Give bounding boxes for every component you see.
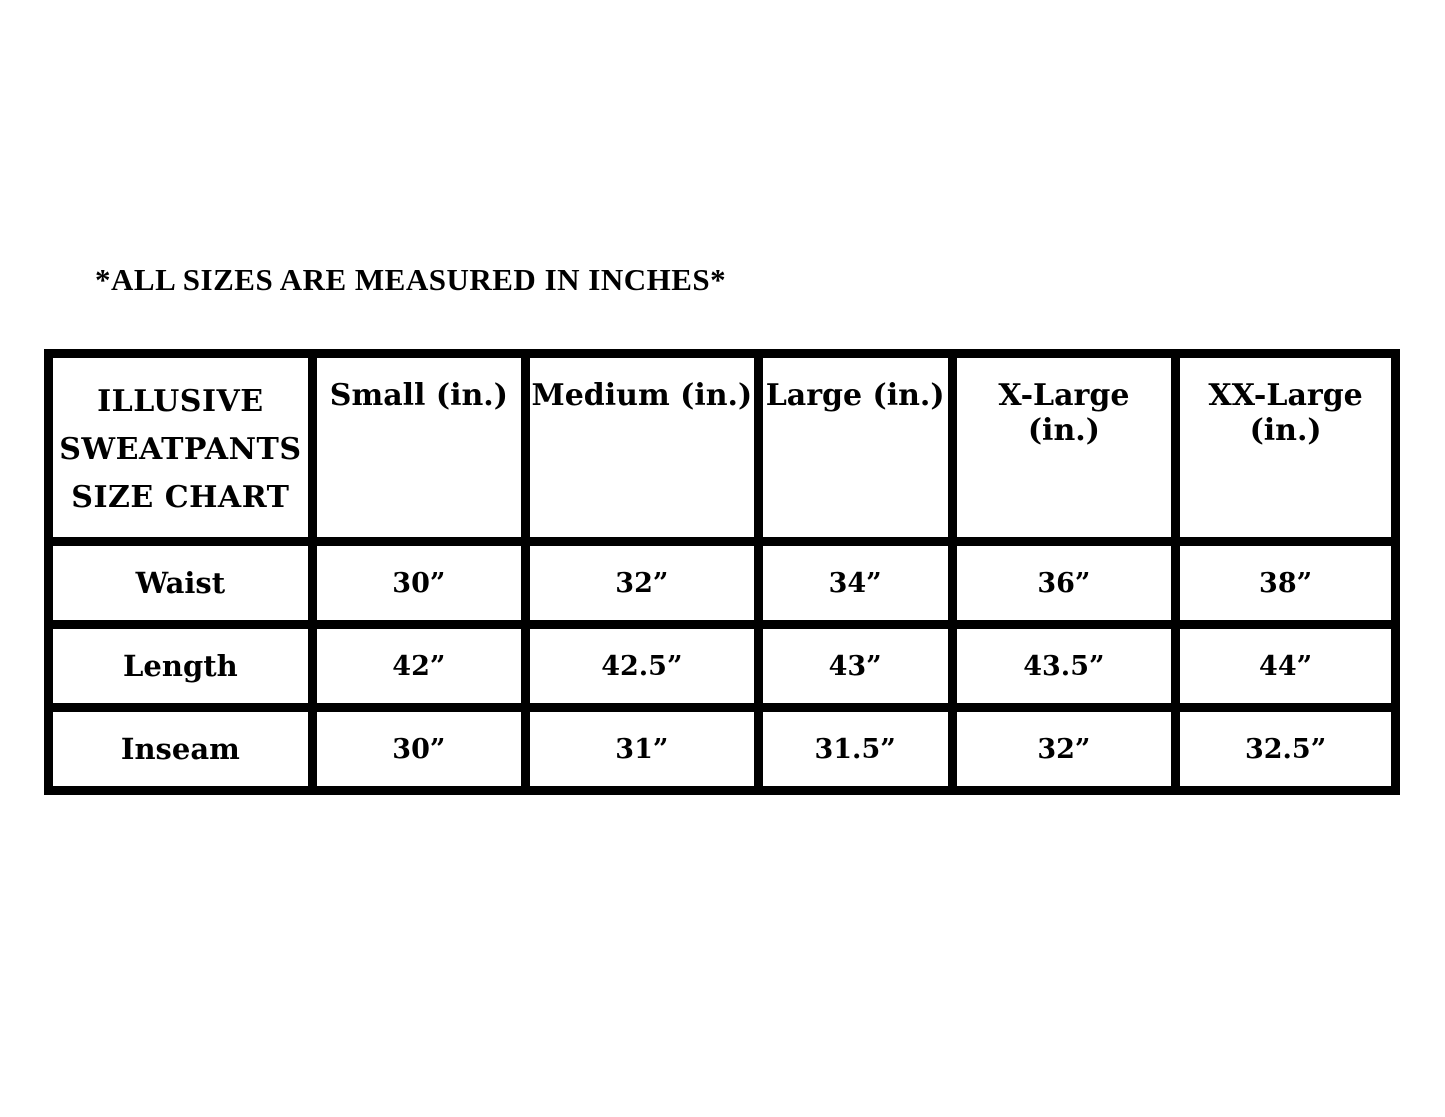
length-small-value: 42” xyxy=(317,629,521,703)
length-large-value: 43” xyxy=(763,629,948,703)
waist-xxlarge-value: 38” xyxy=(1180,546,1391,620)
table-title-line-1: ILLUSIVE xyxy=(97,384,264,419)
waist-small-value: 30” xyxy=(317,546,521,620)
length-medium-value: 42.5” xyxy=(530,629,754,703)
column-header-large: Large (in.) xyxy=(763,358,948,537)
table-row-waist xyxy=(53,546,1391,620)
waist-large-value: 34” xyxy=(763,546,948,620)
row-label-waist: Waist xyxy=(53,546,308,620)
table-row-length xyxy=(53,629,1391,703)
waist-xlarge-value: 36” xyxy=(957,546,1172,620)
size-chart-table xyxy=(44,349,1400,795)
row-label-length: Length xyxy=(53,629,308,703)
inseam-small-value: 30” xyxy=(317,712,521,786)
length-xxlarge-value: 44” xyxy=(1180,629,1391,703)
column-header-xlarge: X-Large (in.) xyxy=(957,358,1172,537)
sizes-measured-note: *ALL SIZES ARE MEASURED IN INCHES* xyxy=(95,262,727,297)
length-xlarge-value: 43.5” xyxy=(957,629,1172,703)
header-row xyxy=(53,358,1391,537)
table-title-line-3: SIZE CHART xyxy=(71,480,290,515)
inseam-large-value: 31.5” xyxy=(763,712,948,786)
table-title-line-2: SWEATPANTS xyxy=(59,432,302,467)
inseam-xlarge-value: 32” xyxy=(957,712,1172,786)
table-row-inseam xyxy=(53,712,1391,786)
table-title-cell xyxy=(53,358,308,537)
inseam-medium-value: 31” xyxy=(530,712,754,786)
inseam-xxlarge-value: 32.5” xyxy=(1180,712,1391,786)
column-header-xxlarge: XX-Large (in.) xyxy=(1180,358,1391,537)
row-label-inseam: Inseam xyxy=(53,712,308,786)
column-header-medium: Medium (in.) xyxy=(530,358,754,537)
waist-medium-value: 32” xyxy=(530,546,754,620)
column-header-small: Small (in.) xyxy=(317,358,521,537)
